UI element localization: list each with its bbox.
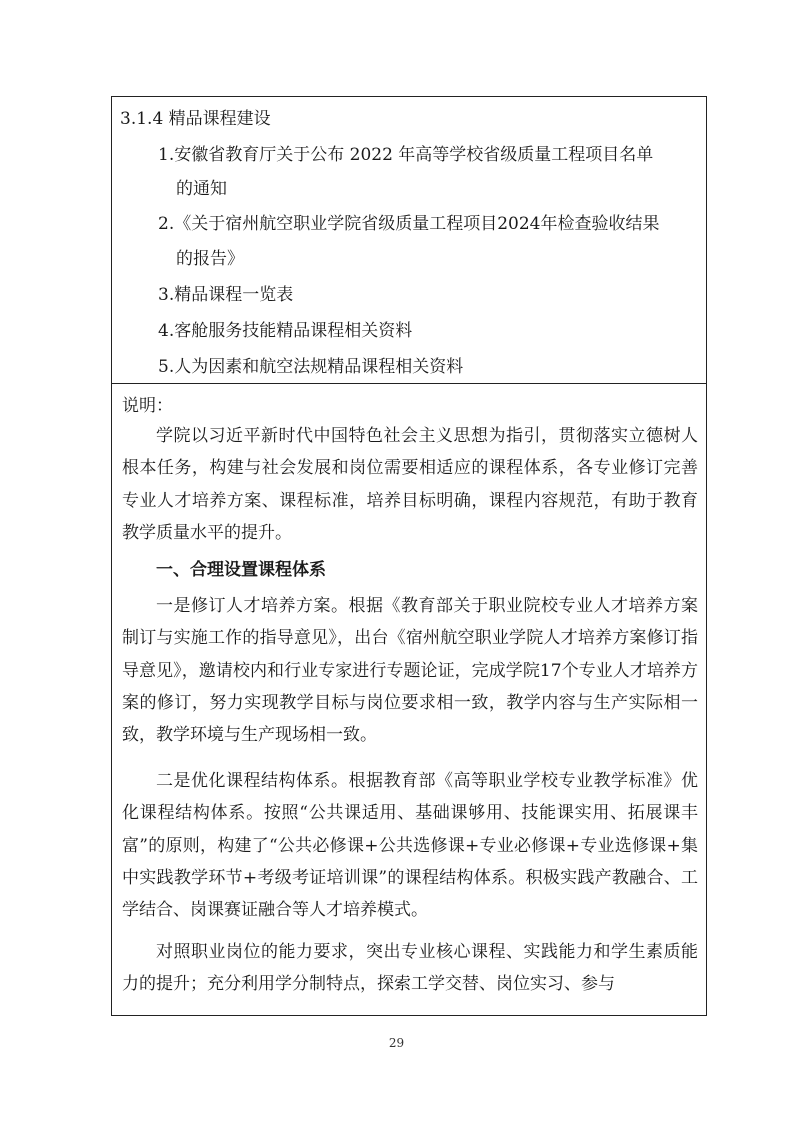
section-title: 3.1.4 精品课程建设 [120, 109, 271, 129]
list-item: 3.精品课程一览表 [158, 285, 294, 305]
materials-list-cell [112, 97, 706, 384]
explanation-cell [112, 384, 706, 1015]
list-item: 4.客舱服务技能精品课程相关资料 [158, 321, 413, 341]
list-item: 1.安徽省教育厅关于公布 2022 年高等学校省级质量工程项目名单 [158, 145, 654, 165]
paragraph: 二是优化课程结构体系。根据教育部《高等职业学校专业教学标准》优化课程结构体系。按照“公共课适用、基础课够用、技能课实用、拓展课丰富”的原则，构建了“公共必修课+公共选修课+专业必修课+专业选修课+集中实践教学环节+考级考证培训课”的课程结构体系。积极实践产教融合、工学结合、岗课赛证融合等人才培养模式。 [122, 771, 698, 921]
list-item-continuation: 的报告》 [176, 249, 244, 269]
list-item-continuation: 的通知 [176, 179, 227, 199]
explanation-label: 说明： [122, 396, 173, 416]
paragraph: 对照职业岗位的能力要求，突出专业核心课程、实践能力和学生素质能力的提升；充分利用学分制特点，探索工学交替、岗位实习、参与 [122, 942, 698, 995]
section-heading: 一、合理设置课程体系 [156, 560, 326, 580]
page-number: 29 [388, 1036, 405, 1050]
list-item: 5.人为因素和航空法规精品课程相关资料 [158, 357, 464, 377]
list-item: 2.《关于宿州航空职业学院省级质量工程项目2024年检查验收结果 [158, 214, 660, 234]
content-table [111, 96, 707, 1016]
intro-paragraph: 学院以习近平新时代中国特色社会主义思想为指引，贯彻落实立德树人根本任务，构建与社会发展和岗位需要相适应的课程体系，各专业修订完善专业人才培养方案、课程标准，培养目标明确，课程内容规范，有助于教育教学质量水平的提升。 [122, 426, 698, 543]
paragraph: 一是修订人才培养方案。根据《教育部关于职业院校专业人才培养方案制订与实施工作的指导意见》，出台《宿州航空职业学院人才培养方案修订指导意见》，邀请校内和行业专家进行专题论证，完成学院17个专业人才培养方案的修订，努力实现教学目标与岗位要求相一致，教学内容与生产实际相一致，教学环境与生产现场相一致。 [122, 596, 698, 746]
